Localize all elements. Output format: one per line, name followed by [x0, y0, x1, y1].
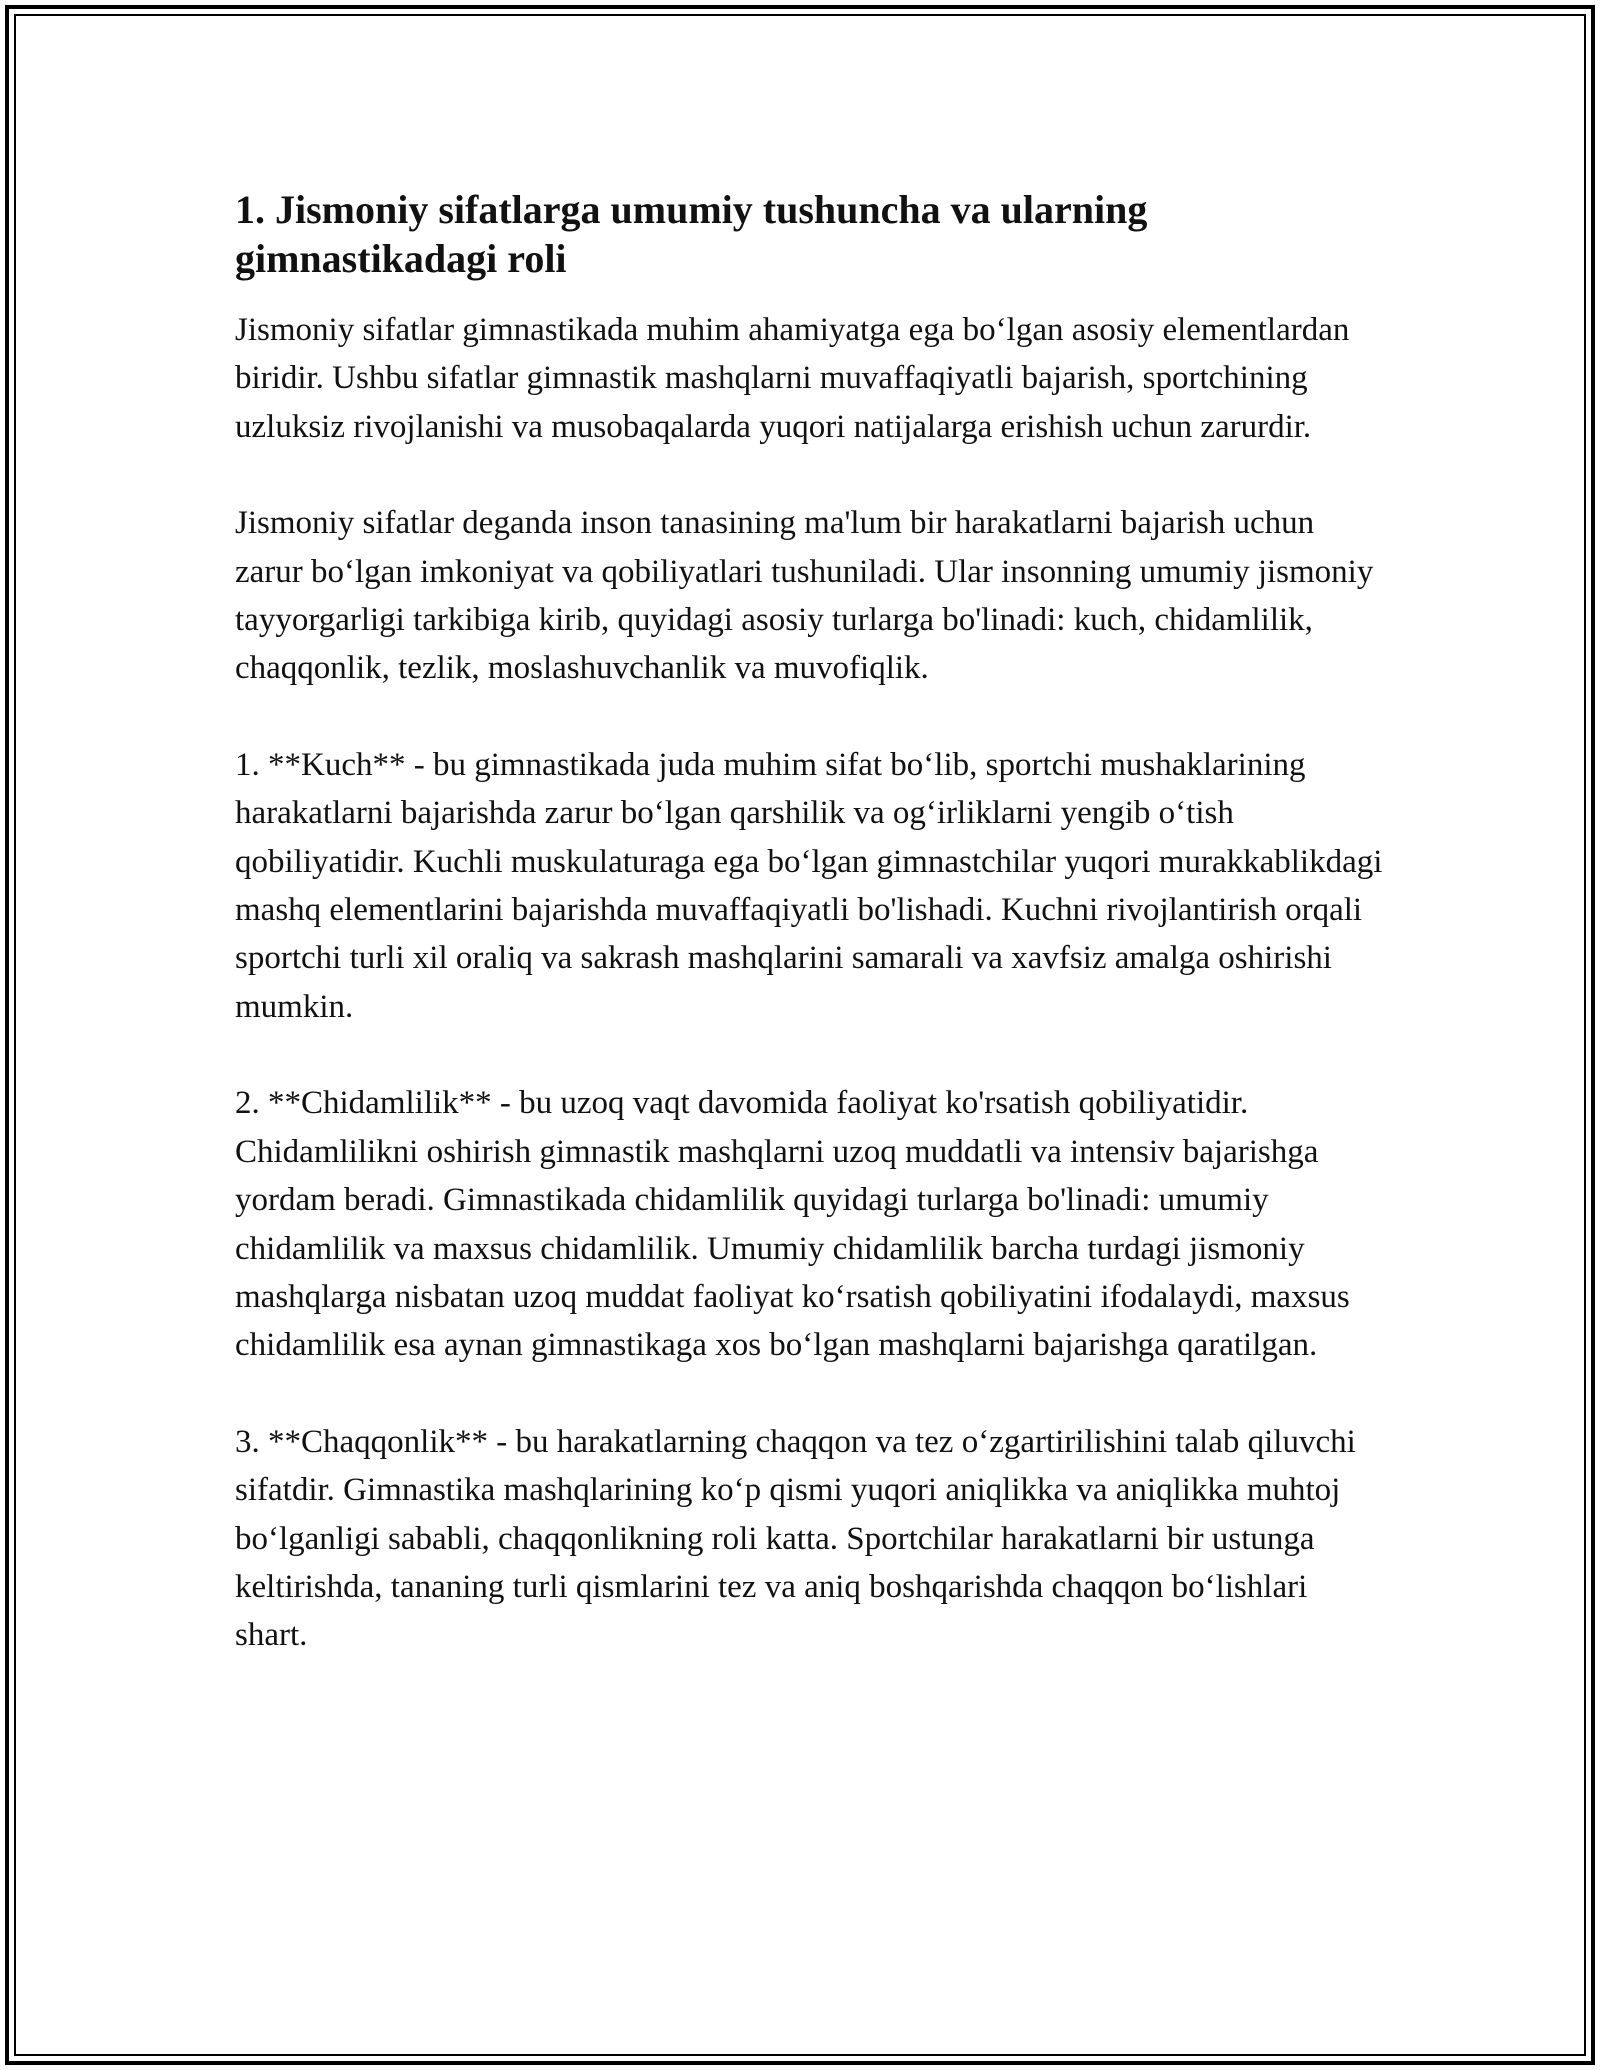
paragraph-agility: 3. **Chaqqonlik** - bu harakatlarning chaqqon va tez oʻzgartirilishini talab qiluvchi sifatdir. Gimnastika mashqlarining koʻp qismi yuqori aniqlikka va aniqlikka muhtoj boʻlganligi sababli, chaqqonlikning roli katta. Sportchilar harakatlarni bir ustunga keltirishda, tananing turli qismlarini tez va aniq boshqarishda chaqqon boʻlishlari shart. — [235, 1423, 1356, 1654]
paragraph-strength: 1. **Kuch** - bu gimnastikada juda muhim sifat boʻlib, sportchi mushaklarining harakatlarni bajarishda zarur boʻlgan qarshilik va ogʻirliklarni yengib oʻtish qobiliyatidir. Kuchli muskulaturaga ega boʻlgan gimnastchilar yuqori murakkablikdagi mashq elementlarini bajarishda muvaffaqiyatli bo'lishadi. Kuchni rivojlantirish orqali sportchi turli xil oraliq va sakrash mashqlarini samarali va xavfsiz amalga oshirishi mumkin. — [235, 746, 1383, 1025]
document-body — [235, 185, 1385, 1708]
paragraph-intro: Jismoniy sifatlar gimnastikada muhim ahamiyatga ega boʻlgan asosiy elementlardan biridir. Ushbu sifatlar gimnastik mashqlarni muvaffaqiyatli bajarish, sportchining uzluksiz rivojlanishi va musobaqalarda yuqori natijalarga erishish uchun zarurdir. — [235, 312, 1350, 445]
paragraph-endurance: 2. **Chidamlilik** - bu uzoq vaqt davomida faoliyat ko'rsatish qobiliyatidir. Chidamlilikni oshirish gimnastik mashqlarni uzoq muddatli va intensiv bajarishga yordam beradi. Gimnastikada chidamlilik quyidagi turlarga bo'linadi: umumiy chidamlilik va maxsus chidamlilik. Umumiy chidamlilik barcha turdagi jismoniy mashqlarga nisbatan uzoq muddat faoliyat koʻrsatish qobiliyatini ifodalaydi, maxsus chidamlilik esa aynan gimnastikaga xos boʻlgan mashqlarni bajarishga qaratilgan. — [235, 1085, 1350, 1364]
document-title: 1. Jismoniy sifatlarga umumiy tushuncha va ularning gimnastikadagi roli — [235, 187, 1148, 281]
paragraph-definition: Jismoniy sifatlar deganda inson tanasining ma'lum bir harakatlarni bajarish uchun zarur boʻlgan imkoniyat va qobiliyatlari tushuniladi. Ular insonning umumiy jismoniy tayyorgarligi tarkibiga kirib, quyidagi asosiy turlarga bo'linadi: kuch, chidamlilik, chaqqonlik, tezlik, moslashuvchanlik va muvofiqlik. — [235, 505, 1374, 687]
